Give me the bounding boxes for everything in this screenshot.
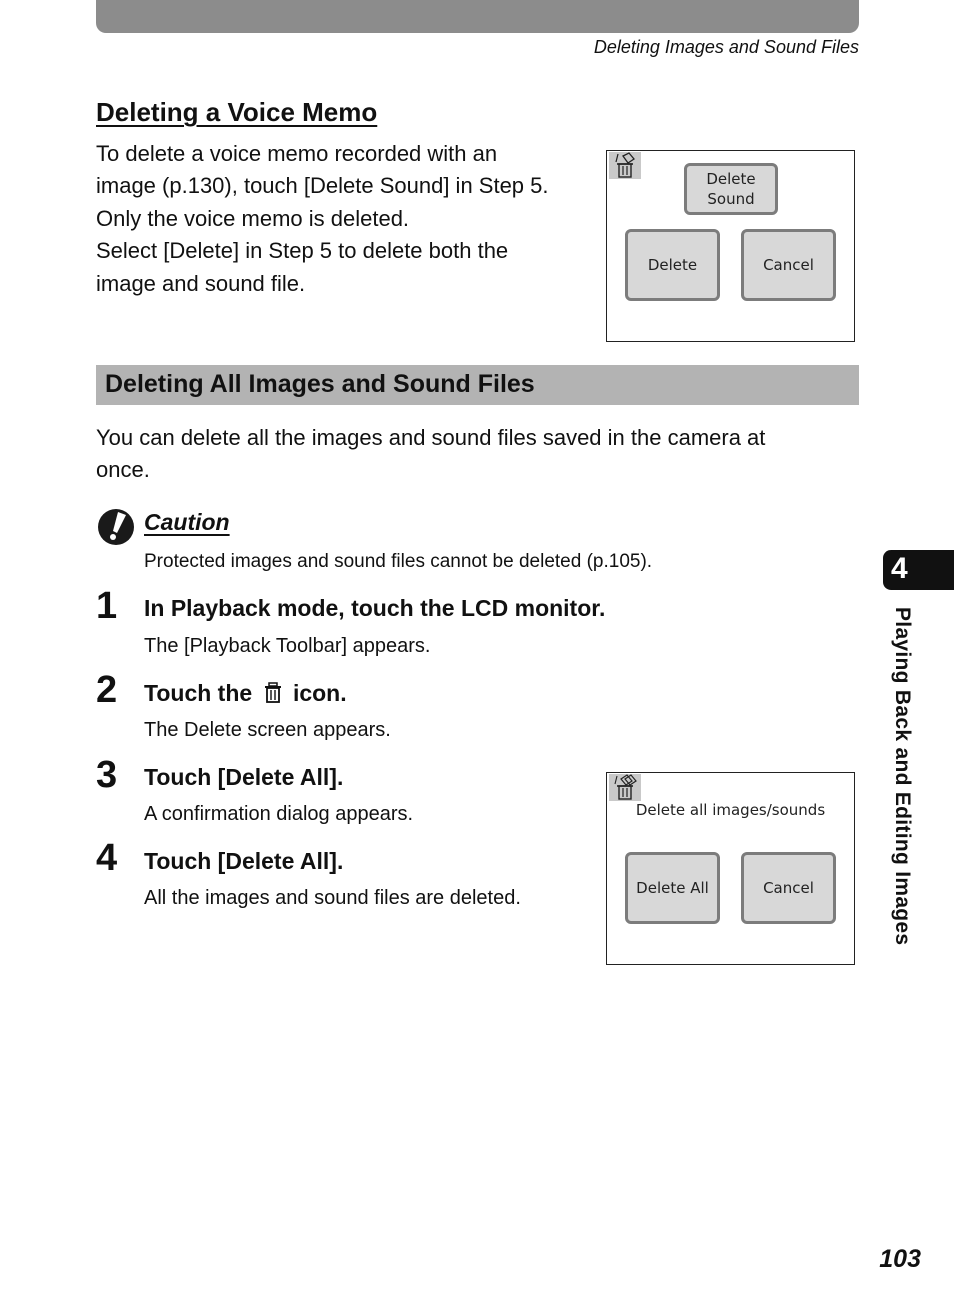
- step-title: [144, 680, 347, 707]
- step-number: 1: [96, 585, 118, 627]
- voice-memo-heading: Deleting a Voice Memo: [96, 97, 378, 127]
- step-number: 4: [96, 837, 118, 879]
- delete-all-button[interactable]: [625, 852, 720, 924]
- chapter-label: Playing Back and Editing Images: [891, 607, 914, 946]
- delete-all-message: Delete all images/sounds: [635, 801, 826, 819]
- delete-sound-button[interactable]: [684, 163, 778, 215]
- step-title: In Playback mode, touch the LCD monitor.: [144, 595, 606, 621]
- cancel-button[interactable]: [741, 852, 836, 924]
- voice-memo-line: image and sound file.: [96, 270, 306, 296]
- voice-memo-line: Only the voice memo is deleted.: [96, 205, 410, 231]
- voice-memo-line: Select [Delete] in Step 5 to delete both the: [96, 238, 509, 264]
- intro-line: You can delete all the images and sound files saved in the camera at: [96, 425, 766, 450]
- chapter-number: 4: [891, 552, 908, 585]
- trash-all-icon[interactable]: [609, 774, 641, 801]
- delete-sound-label-line2: Sound: [707, 190, 755, 208]
- header-bar: [96, 0, 859, 33]
- step-description: All the images and sound files are deleted.: [144, 887, 521, 909]
- delete-all-button-label: Delete All: [636, 879, 709, 897]
- step-number: 3: [96, 754, 118, 796]
- step-title-after: icon.: [292, 680, 347, 706]
- trash-icon: [263, 682, 283, 704]
- intro-line: once.: [96, 457, 150, 483]
- step-number: 2: [96, 669, 118, 711]
- caution-text: Protected images and sound files cannot be deleted (p.105).: [144, 551, 653, 572]
- voice-memo-line: image (p.130), touch [Delete Sound] in Step 5.: [96, 173, 549, 199]
- voice-memo-line: To delete a voice memo recorded with an: [96, 141, 498, 166]
- caution-icon: [97, 507, 137, 547]
- section-bar: [96, 365, 859, 405]
- delete-button-label: Delete: [647, 256, 698, 274]
- voice-memo-paragraph: [96, 138, 596, 300]
- delete-sound-screen: [606, 150, 855, 342]
- running-head: Deleting Images and Sound Files: [593, 37, 859, 57]
- step-title: Touch [Delete All].: [144, 764, 344, 790]
- trash-sound-icon[interactable]: [609, 152, 641, 179]
- chapter-tab: [883, 550, 954, 590]
- step-title-before: Touch the: [144, 680, 253, 706]
- step-description: The [Playback Toolbar] appears.: [144, 635, 431, 657]
- cancel-button-label: Cancel: [763, 256, 814, 274]
- step-title: Touch [Delete All].: [144, 848, 344, 874]
- caution-title: Caution: [144, 509, 230, 535]
- cancel-button[interactable]: [741, 229, 836, 301]
- step-description: The Delete screen appears.: [144, 719, 391, 741]
- step-description: A confirmation dialog appears.: [144, 803, 414, 825]
- delete-sound-label-line1: Delete: [706, 170, 756, 188]
- page-number: 103: [879, 1245, 921, 1273]
- delete-all-screen: [606, 772, 855, 965]
- cancel-button-label: Cancel: [763, 879, 814, 897]
- intro-paragraph: [96, 422, 836, 487]
- section-title: Deleting All Images and Sound Files: [105, 370, 535, 398]
- delete-button[interactable]: [625, 229, 720, 301]
